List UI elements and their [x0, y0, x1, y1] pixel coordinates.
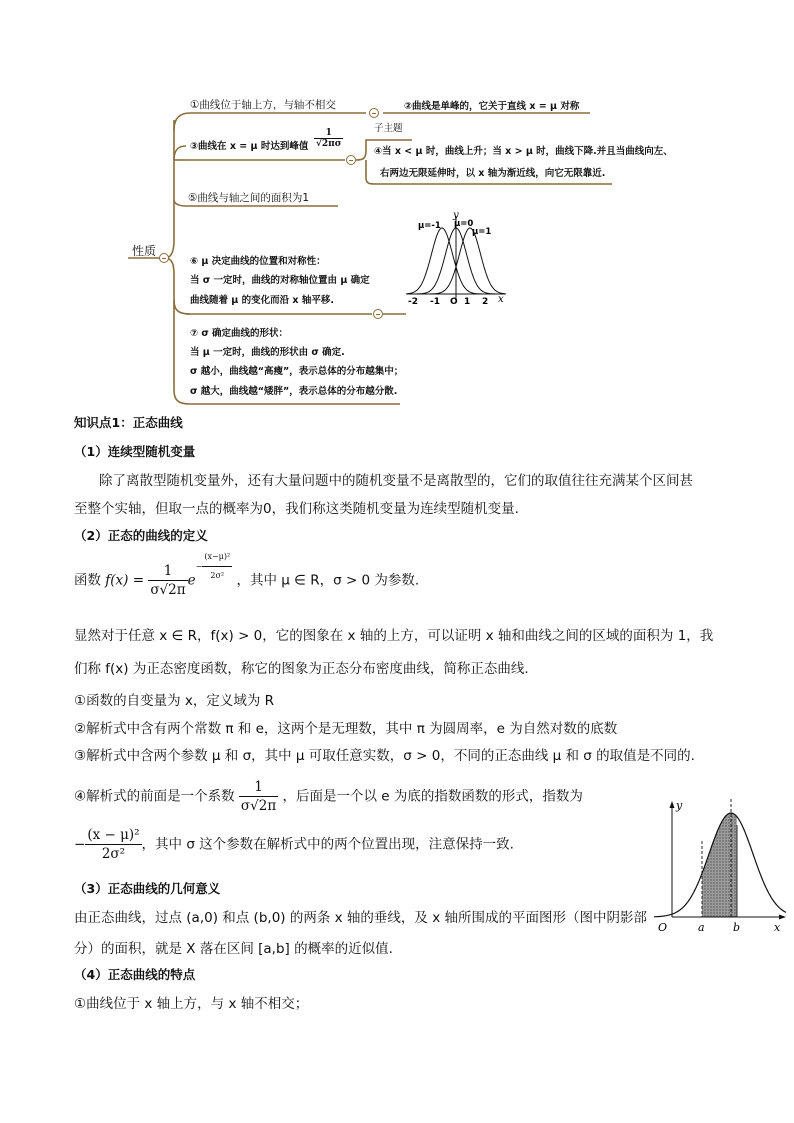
item-4-line-1: ④解析式的前面是一个系数 $\frac{1}{\sigma√2\pi}$ ，后面是一个以 e 为底的指数函数的形式，指数为 [74, 779, 583, 814]
graph1-mu-label-2: μ=0 [454, 219, 474, 229]
graph1-tick-4: 1 [464, 297, 471, 306]
para-2-line-1: 显然对于任意 x ∈ R，f(x) > 0，它的图象在 x 轴的上方，可以证明 x 轴和曲线之间的区域的面积为 1，我 [74, 628, 714, 644]
graph2-origin-label: O [658, 921, 668, 934]
normal-curves-mu-graph [400, 210, 512, 306]
graph1-mu-label-1: μ=-1 [418, 221, 441, 231]
collapse-root[interactable] [159, 253, 169, 263]
mindmap-branch-7-line4: σ 越大，曲线越“矮胖”，表示总体的分布越分散. [190, 386, 398, 397]
collapse-b3[interactable] [346, 155, 356, 165]
mindmap-branch-7-line3: σ 越小，曲线越“高瘦”，表示总体的分布越集中； [190, 366, 404, 377]
mindmap-branch-7-line1[interactable]: ⑦ σ 确定曲线的形状： [190, 328, 289, 339]
item-2: ②解析式中含有两个常数 π 和 e，这两个是无理数，其中 π 为圆周率，e 为自然对数的底数 [74, 721, 618, 737]
mindmap-branch-4-line2: 右两边无限延伸时，以 x 轴为渐近线，向它无限靠近. [380, 168, 606, 179]
mindmap-branch-6-line1[interactable]: ⑥ μ 决定曲线的位置和对称性： [190, 256, 326, 267]
mindmap-branch-1[interactable]: ①曲线位于轴上方，与轴不相交 [190, 99, 336, 111]
graph2-b-label: b [733, 921, 741, 934]
graph2-a-label: a [698, 921, 705, 934]
section-2-heading: （2）正态的曲线的定义 [74, 528, 208, 543]
collapse-b6[interactable] [373, 309, 383, 319]
section-1-heading: （1）连续型随机变量 [74, 444, 196, 459]
collapse-b1[interactable] [369, 108, 379, 118]
graph1-tick-5: 2 [482, 297, 489, 306]
section-4-heading: （4）正态曲线的特点 [74, 967, 196, 982]
graph1-x-label: x [498, 294, 504, 305]
graph1-tick-3: O [450, 297, 458, 306]
normal-curve-area-graph [650, 795, 790, 937]
mindmap-branch-3[interactable]: ③曲线在 x = μ 时达到峰值 [190, 141, 309, 152]
kp1-heading: 知识点1：正态曲线 [74, 415, 183, 430]
branch-3-fraction: $\frac{1}{√2\pi\sigma}$ [316, 128, 342, 149]
para-2-line-2: 们称 f(x) 为正态密度函数，称它的图象为正态分布密度曲线，简称正态曲线. [74, 661, 529, 677]
section-4-item-1: ①曲线位于 x 轴上方，与 x 轴不相交； [74, 996, 309, 1012]
item-3: ③解析式中含两个参数 μ 和 σ，其中 μ 可取任意实数，σ > 0，不同的正态曲线 μ 和 σ 的取值是不同的. [74, 748, 695, 764]
graph2-x-label: x [774, 921, 781, 934]
mindmap-branch-6-line3: 曲线随着 μ 的变化而沿 x 轴平移. [190, 295, 334, 306]
para-1-line-1: 除了离散型随机变量外，还有大量问题中的随机变量不是离散型的，它们的取值往往充满某个区间甚 [99, 473, 693, 489]
item-4-line-2: − $\frac{\text{(x − μ)²}}{\text{2σ²}}$ ，其中 σ 这个参数在解析式中的两个位置出现，注意保持一致. [74, 827, 514, 862]
mindmap-subtopic[interactable]: 子主题 [374, 123, 403, 134]
graph2-y-label: y [676, 799, 683, 812]
para-3-line-2: 分）的面积，就是 X 落在区间 [a,b] 的概率的近似值. [74, 941, 393, 957]
mindmap-branch-7-line2: 当 μ 一定时，曲线的形状由 σ 确定. [190, 347, 345, 358]
mindmap-connectors [0, 0, 794, 410]
definition-formula: 函数 f(x) = $\frac{1}{\sigma√2\pi}$ e− $\frac{\text{(x−μ)²}}{\text{2σ²}}$ ，其中 μ ∈ R，σ > 0 为参数. [74, 562, 419, 606]
graph1-tick-2: -1 [430, 297, 440, 306]
para-1-line-2: 至整个实轴，但取一点的概率为0，我们称这类随机变量为连续型随机变量. [74, 501, 519, 517]
mindmap-root-label[interactable]: 性质 [132, 244, 157, 258]
mindmap-branch-5[interactable]: ⑤曲线与轴之间的面积为1 [188, 192, 310, 204]
graph1-tick-1: -2 [408, 297, 418, 306]
para-3-line-1: 由正态曲线，过点 (a,0) 和点 (b,0) 的两条 x 轴的垂线，及 x 轴所围成的平面图形（图中阴影部 [74, 910, 647, 926]
item-1: ①函数的自变量为 x，定义域为 R [74, 693, 275, 709]
section-3-heading: （3）正态曲线的几何意义 [74, 881, 221, 896]
mindmap-branch-4-line1[interactable]: ④当 x < μ 时，曲线上升；当 x > μ 时，曲线下降.并且当曲线向左、 [374, 146, 673, 157]
mindmap-branch-6-line2: 当 σ 一定时，曲线的对称轴位置由 μ 确定 [190, 275, 370, 286]
graph1-mu-label-3: μ=1 [472, 227, 492, 237]
mindmap-branch-2[interactable]: ②曲线是单峰的，它关于直线 x = μ 对称 [404, 101, 580, 112]
graph1-y-label: y [453, 210, 459, 221]
